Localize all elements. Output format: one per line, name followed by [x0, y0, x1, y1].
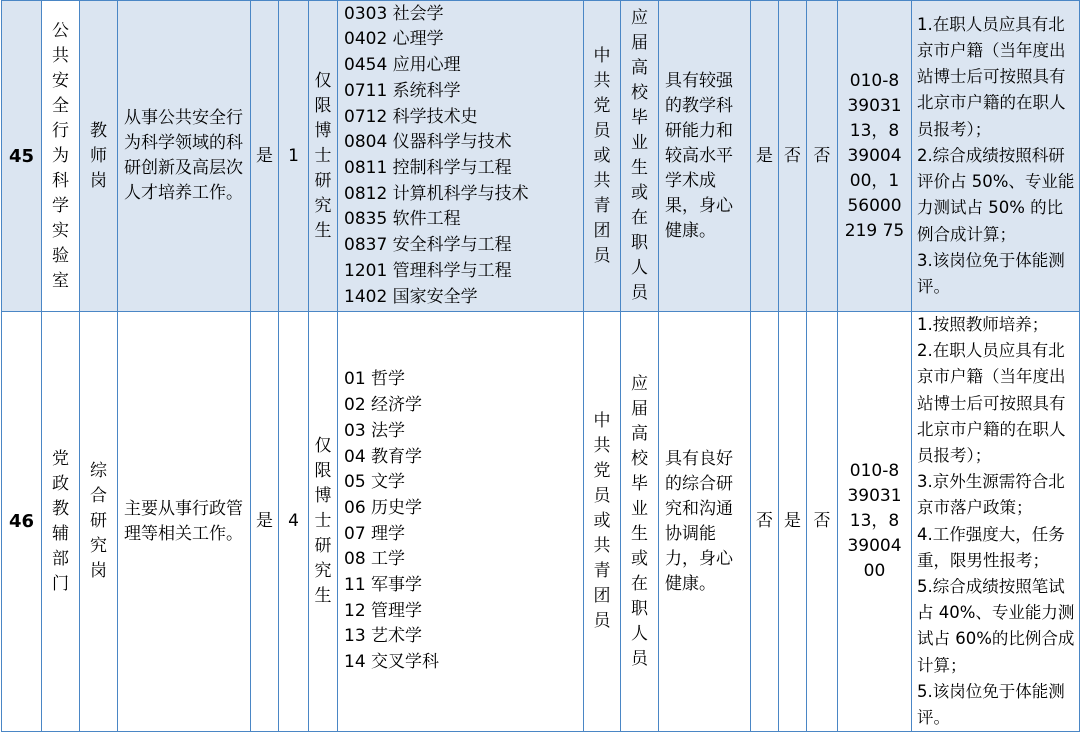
post-cell: 综合研究岗	[80, 312, 118, 732]
row-number: 46	[2, 312, 42, 732]
flag-cell: 否	[779, 1, 807, 312]
major-item: 06 历史学	[344, 497, 423, 518]
post-cell: 教师岗	[80, 1, 118, 312]
department-cell: 党政教辅部门	[42, 312, 80, 732]
requirement-item: 1.在职人员应具有北京市户籍（当年度出站博士后可按照具有北京市户籍的在职人员报考）；	[917, 14, 1066, 139]
major-item: 08 工学	[344, 549, 406, 570]
requirements-cell	[912, 1, 1080, 312]
requirement-item: 1.按照教师培养；	[917, 315, 1049, 334]
flag-cell: 否	[807, 1, 838, 312]
ability-cell: 具有良好的综合研究和沟通协调能力，身心健康。	[659, 312, 751, 732]
department-cell: 公共安全行为科学实验室	[42, 1, 80, 312]
flag-cell: 是	[779, 312, 807, 732]
major-item: 0454 应用心理	[344, 55, 461, 76]
majors-cell	[338, 312, 584, 732]
major-item: 0402 心理学	[344, 29, 444, 50]
flag-cell: 是	[751, 1, 779, 312]
phone-cell: 010-83903113，83900400	[838, 312, 912, 732]
row-number: 45	[2, 1, 42, 312]
major-item: 11 军事学	[344, 575, 423, 596]
major-item: 1201 管理科学与工程	[344, 260, 512, 281]
major-item: 02 经济学	[344, 395, 423, 416]
education-cell: 仅限博士研究生	[309, 1, 338, 312]
major-item: 03 法学	[344, 420, 406, 441]
major-item: 13 艺术学	[344, 626, 423, 647]
major-item: 0835 软件工程	[344, 209, 461, 230]
major-item: 0837 安全科学与工程	[344, 235, 512, 256]
flag-cell: 是	[251, 1, 279, 312]
requirement-item: 2.在职人员应具有北京市户籍（当年度出站博士后可按照具有北京市户籍的在职人员报考）；	[917, 341, 1066, 466]
duty-cell: 从事公共安全行为科学领域的科研创新及高层次人才培养工作。	[118, 1, 251, 312]
requirement-item: 4.工作强度大，任务重，限男性报考；	[917, 524, 1065, 570]
flag-cell: 是	[251, 312, 279, 732]
requirement-item: 5.该岗位免于体能测评。	[917, 681, 1065, 728]
requirement-item: 5.综合成绩按照笔试占 40%、专业能力测试占 60%的比例合成计算；	[917, 577, 1075, 675]
phone-cell: 010-83903113，83900400，156000219 75	[838, 1, 912, 312]
requirement-item: 3.该岗位免于体能测评。	[917, 250, 1065, 296]
flag-cell: 否	[807, 312, 838, 732]
requirement-item: 2.综合成绩按照科研评价占 50%、专业能力测试占 50% 的比例合成计算；	[917, 145, 1075, 244]
duty-cell: 主要从事行政管理等相关工作。	[118, 312, 251, 732]
major-item: 01 哲学	[344, 369, 406, 390]
source-cell: 应届高校毕业生或在职人员	[621, 1, 659, 312]
education-cell: 仅限博士研究生	[309, 312, 338, 732]
major-item: 07 理学	[344, 523, 406, 544]
table-row	[2, 312, 1080, 732]
politics-cell: 中共党员或共青团员	[584, 1, 621, 312]
flag-cell: 否	[751, 312, 779, 732]
major-item: 0712 科学技术史	[344, 106, 478, 127]
requirement-item: 3.京外生源需符合北京市落户政策；	[917, 472, 1065, 518]
major-item: 0303 社会学	[344, 3, 444, 24]
count-cell: 1	[279, 1, 309, 312]
source-cell: 应届高校毕业生或在职人员	[621, 312, 659, 732]
major-item: 0711 系统科学	[344, 80, 461, 101]
major-item: 0811 控制科学与工程	[344, 158, 512, 178]
major-item: 1402 国家安全学	[344, 286, 478, 307]
major-item: 14 交叉学科	[344, 652, 440, 673]
requirements-cell	[912, 312, 1080, 732]
count-cell: 4	[279, 312, 309, 732]
major-item: 0804 仪器科学与技术	[344, 132, 512, 153]
majors-cell	[338, 1, 584, 312]
table-row	[2, 1, 1080, 312]
ability-cell: 具有较强的教学科研能力和较高水平学术成果，身心健康。	[659, 1, 751, 312]
major-item: 0812 计算机科学与技术	[344, 183, 529, 204]
job-table	[1, 0, 1080, 732]
major-item: 12 管理学	[344, 600, 423, 621]
politics-cell: 中共党员或共青团员	[584, 312, 621, 732]
major-item: 04 教育学	[344, 446, 423, 467]
major-item: 05 文学	[344, 472, 406, 493]
